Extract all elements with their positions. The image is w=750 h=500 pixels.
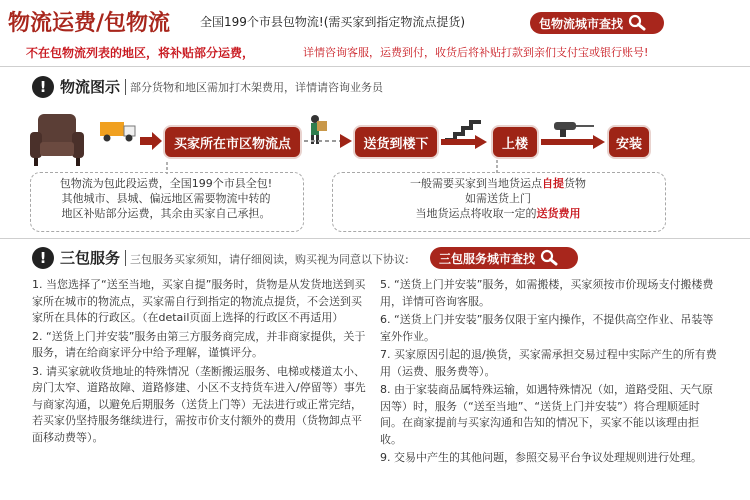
search-icon xyxy=(540,249,558,267)
note-line: 如需送货上门 xyxy=(465,192,531,205)
divider xyxy=(125,250,126,266)
note-line: 地区补贴部分运费，其余由买家自己承担。 xyxy=(61,207,271,220)
flow-step-install: 安装 xyxy=(609,127,649,157)
arrow-icon xyxy=(140,132,162,150)
arrow-icon xyxy=(441,135,487,149)
term-item: 6. “送货上门并安装”服务仅限于室内操作，不提供高空作业、吊装等室外作业。 xyxy=(380,313,714,343)
note-right xyxy=(336,176,660,221)
term-item: 7. 买家原因引起的退/换货，买家需承担交易过程中实际产生的所有费用（运费、服务费等）。 xyxy=(380,348,717,378)
logistics-city-search-label: 包物流城市查找 xyxy=(539,16,624,31)
exclamation-icon: ! xyxy=(32,76,54,98)
section-title-service: 三包服务 xyxy=(60,249,121,267)
arrow-icon xyxy=(302,132,352,150)
flow-step-upstairs: 上楼 xyxy=(493,127,537,157)
term-item: 5. “送货上门并安装”服务，如需搬楼，买家须按市价现场支付搬楼费用，详情可咨询客服。 xyxy=(380,278,714,308)
flow-step-city-stop: 买家所在市区物流点 xyxy=(165,127,300,157)
truck-icon xyxy=(99,119,137,143)
note-highlight: 送货费用 xyxy=(536,207,581,220)
service-city-search-label: 三包服务城市查找 xyxy=(439,251,536,266)
sofa-icon xyxy=(28,112,86,168)
notice-bold: 不在包物流列表的地区，将补贴部分运费， xyxy=(26,46,255,60)
note-line xyxy=(336,206,660,221)
logistics-city-search-button[interactable] xyxy=(530,12,664,34)
service-city-search-button[interactable] xyxy=(430,247,578,269)
term-item: 8. 由于家装商品属特殊运输，如遇特殊情况（如，道路受阻、天气原因等）时，服务（“送至当地”、“送货上门并安装”）将合理顺延时间。在商家提前与买家沟通和告知的情况下，买家不能以该理由拒收。 xyxy=(380,383,713,446)
note-text: 一般需要买家到当地货运点 xyxy=(410,177,542,190)
note-text: 货物 xyxy=(564,177,586,190)
note-text: 当地货运点将收取一定的 xyxy=(415,207,537,220)
page-title: 物流运费/包物流 xyxy=(8,11,171,36)
note-left xyxy=(38,176,294,221)
term-item: 2. “送货上门并安装”服务由第三方服务商完成，并非商家提供，关于服务，请在给商家评分中给予理解，谨慎评分。 xyxy=(32,329,366,359)
divider xyxy=(0,238,750,239)
note-line xyxy=(336,176,660,191)
terms-right-column xyxy=(380,277,720,469)
flow-step-downstairs: 送货到楼下 xyxy=(355,127,437,157)
arrow-icon xyxy=(541,135,605,149)
note-line: 其他城市、县城、偏远地区需要物流中转的 xyxy=(61,192,271,205)
term-item: 1. 当您选择了“送至当地，买家自提”服务时，货物是从发货地送到买家所在城市的物流点，买家需自行到指定的物流点提货，不会送到买家所在具体的行政区。（在detail页面上选择的行政区不再适用） xyxy=(32,278,366,324)
exclamation-icon: ! xyxy=(32,247,54,269)
search-icon xyxy=(628,14,646,32)
section-title-logistics: 物流图示 xyxy=(60,78,121,96)
term-item: 9. 交易中产生的其他问题，参照交易平台争议处理规则进行处理。 xyxy=(380,451,702,464)
section-desc-logistics: 部分货物和地区需加打木架费用，详情请咨询业务员 xyxy=(130,81,383,94)
section-desc-service: 三包服务买家须知，请仔细阅读，购买视为同意以下协议: xyxy=(130,253,409,266)
note-highlight: 自提 xyxy=(542,177,564,190)
divider xyxy=(125,79,126,95)
terms-left-column xyxy=(32,277,368,448)
page-subtitle: 全国199个市县包物流!(需买家到指定物流点提货) xyxy=(200,15,466,29)
note-line: 包物流为包此段运费，全国199个市县全包! xyxy=(59,177,273,190)
divider xyxy=(0,66,750,67)
notice-text: 详情咨询客服，运费到付，收货后将补贴打款到亲们支付宝或银行账号! xyxy=(303,46,649,59)
term-item: 3. 请买家就收货地址的特殊情况（垄断搬运服务、电梯或楼道太小、房门太窄、道路故障、道路修建、小区不支持货车进入/停留等）事先与商家沟通，以避免后期服务（送货上门等）无法进行或正常完结，若买家仍坚持服务继续进行，需按市价支付额外的费用（货物卸点平面移动费等）。 xyxy=(32,364,366,444)
